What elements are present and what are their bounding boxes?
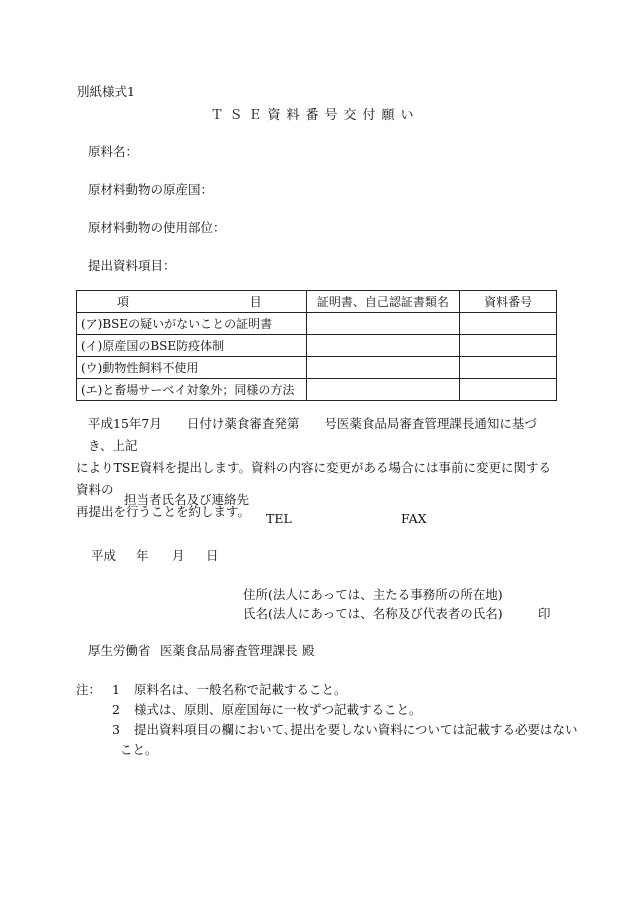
declaration-line-2: によりTSE資料を提出します。資料の内容に変更がある場合には事前に変更に関する資料の — [76, 460, 552, 497]
fax-label: FAX — [401, 511, 427, 526]
row-number[interactable] — [460, 313, 557, 335]
date-day: 日 — [206, 548, 219, 563]
notes-section — [76, 680, 578, 760]
note-number: 1 — [112, 682, 120, 697]
declaration-line-1: 平成15年7月 日付け薬食審査発第 号医薬食品局審査管理課長通知に基づき、上記 — [88, 416, 537, 453]
tel-label: TEL — [266, 511, 292, 526]
form-number: 別紙様式1 — [77, 84, 135, 99]
table-row — [77, 313, 557, 335]
part-used-label: 原材料動物の使用部位： — [88, 220, 226, 235]
origin-country-label: 原材料動物の原産国： — [88, 182, 214, 197]
row-cert[interactable] — [306, 379, 460, 401]
row-number[interactable] — [460, 357, 557, 379]
declaration-line-3: 再提出を行うことを約します。 — [76, 504, 251, 519]
row-cert[interactable] — [306, 357, 460, 379]
table-header-row — [77, 291, 557, 313]
note-item — [76, 700, 578, 720]
table-row — [77, 357, 557, 379]
addressee-position: 医薬食品局審査管理課長 — [160, 643, 298, 658]
items-table — [76, 290, 557, 401]
contact-label: 担当者氏名及び連絡先 — [124, 492, 250, 507]
note-text: 様式は、原則、原産国毎に一枚ずつ記載すること。 — [134, 702, 422, 717]
header-item-left: 項 — [117, 295, 130, 309]
note-text-continued: こと。 — [120, 742, 158, 757]
row-item: (ウ)動物性飼料不使用 — [77, 357, 307, 379]
note-number: 3 — [112, 722, 120, 737]
note-continuation — [76, 740, 578, 760]
date-month: 月 — [172, 548, 185, 563]
row-number[interactable] — [460, 335, 557, 357]
addressee-ministry: 厚生労働省 — [88, 643, 151, 658]
header-number: 資料番号 — [460, 291, 557, 313]
note-item — [76, 680, 578, 700]
note-text: 提出資料項目の欄において､提出を要しない資料については記載する必要はない — [134, 722, 578, 737]
table-row — [77, 379, 557, 401]
notes-label: 注： — [76, 682, 102, 697]
page-title: ＴＳＥ資料番号交付願い — [210, 108, 420, 123]
note-number: 2 — [112, 702, 120, 717]
submitted-items-label: 提出資料項目： — [88, 258, 176, 273]
row-cert[interactable] — [306, 313, 460, 335]
applicant-address: 住所(法人にあっては、主たる事務所の所在地) — [243, 587, 503, 602]
material-name-label: 原料名： — [88, 144, 139, 159]
row-item: (ア)BSEの疑いがないことの証明書 — [77, 313, 307, 335]
applicant-name: 氏名(法人にあっては、名称及び代表者の氏名) — [243, 606, 503, 621]
row-cert[interactable] — [306, 335, 460, 357]
header-item-right: 目 — [249, 295, 262, 309]
row-item: (エ)と畜場サーベイ対象外；同様の方法 — [77, 379, 307, 401]
table-row — [77, 335, 557, 357]
date-year: 年 — [136, 548, 149, 563]
note-item — [76, 720, 578, 740]
note-text: 原料名は、一般名称で記載すること。 — [134, 682, 347, 697]
row-item: (イ)原産国のBSE防疫体制 — [77, 335, 307, 357]
row-number[interactable] — [460, 379, 557, 401]
seal-mark: 印 — [538, 606, 551, 621]
date-era: 平成 — [91, 548, 117, 563]
header-cert: 証明書、自己認証書類名 — [306, 291, 460, 313]
header-item — [77, 291, 307, 313]
addressee-honorific: 殿 — [302, 643, 315, 658]
